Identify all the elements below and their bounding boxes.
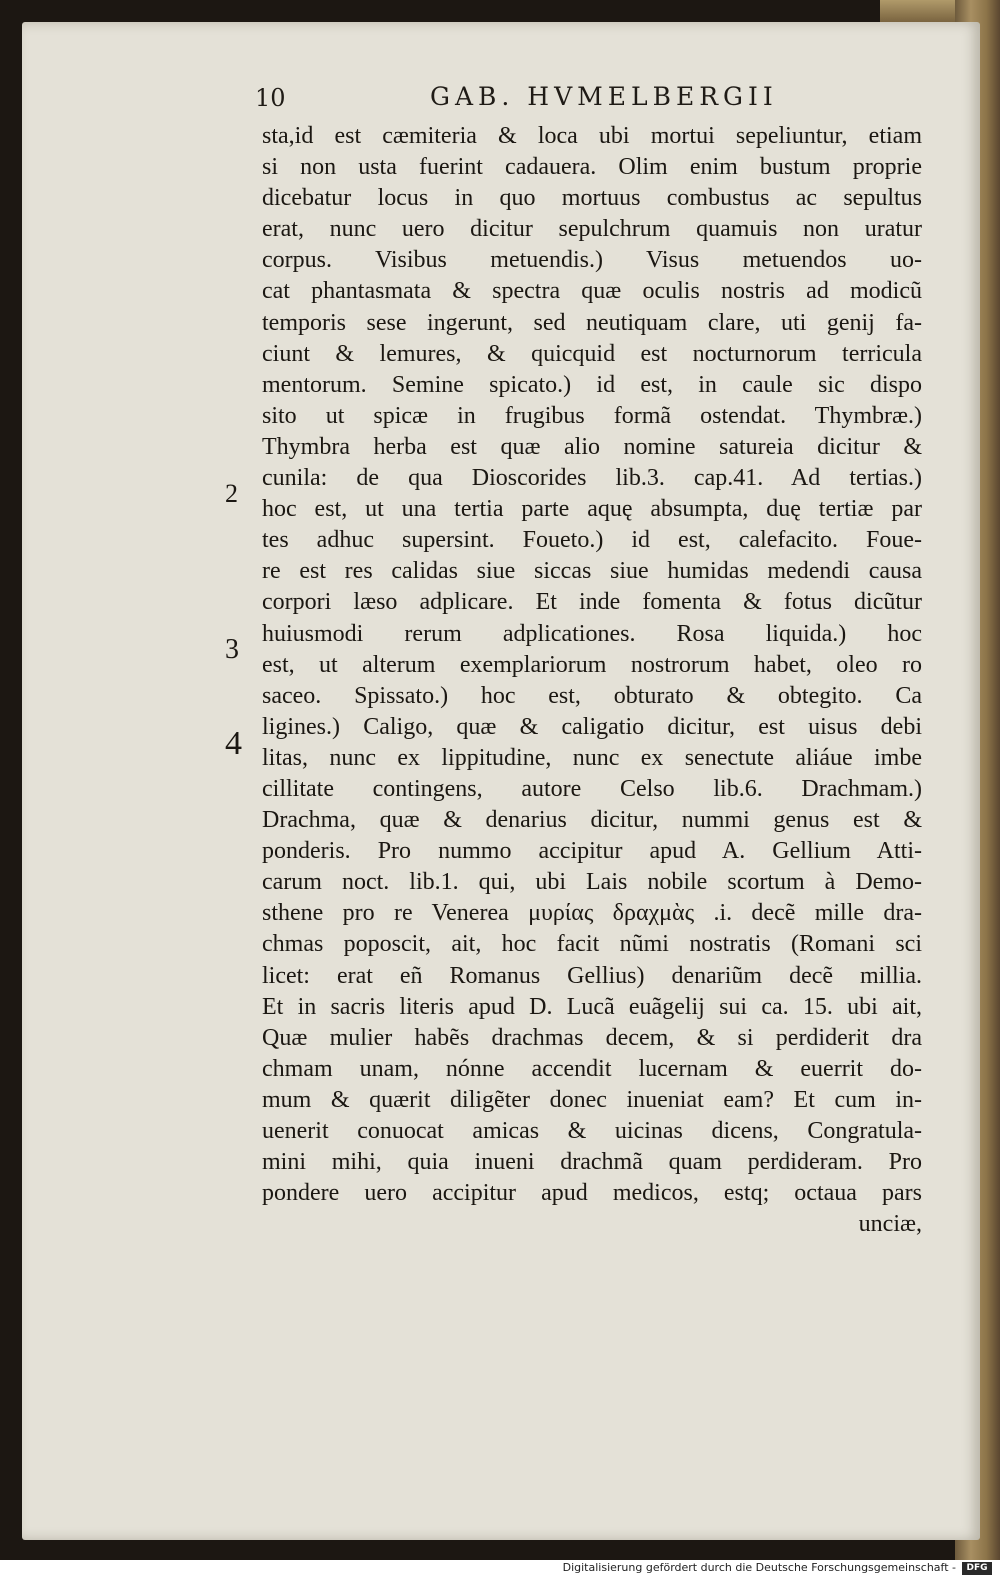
text-line: sito ut spicæ in frugibus formã ostendat. Thymbræ.) (262, 402, 922, 429)
text-line: licet: erat eñ Romanus Gellius) denariũm decẽ millia. (262, 962, 922, 989)
text-line: sta,id est cæmiteria & loca ubi mortui sepeliuntur, etiam (262, 123, 922, 149)
text-line: si non usta fuerint cadauera. Olim enim bustum proprie (262, 154, 922, 181)
text-line: chmas poposcit, ait, hoc facit nũmi nostratis (Romani sci (262, 931, 922, 958)
funding-credit: Digitalisierung gefördert durch die Deutsche Forschungsgemeinschaft - (562, 1561, 956, 1574)
body-text (262, 121, 922, 1240)
text-line: mum & quærit diligẽter donec inueniat eam? Et cum in- (262, 1086, 922, 1113)
text-line: corpori læso adplicare. Et inde fomenta & fotus dicũtur (262, 589, 922, 616)
text-line: Drachma, quæ & denarius dicitur, nummi genus est & (262, 807, 922, 834)
text-line: uenerit conuocat amicas & uicinas dicens, Congratula- (262, 1118, 922, 1144)
catchword: unciæ, (858, 1211, 922, 1238)
text-line: mentorum. Semine spicato.) id est, in caule sic dispo (262, 371, 922, 398)
running-title: GAB. HVMELBERGII (430, 82, 778, 111)
text-line: tes adhuc supersint. Foueto.) id est, calefacito. Foue- (262, 527, 922, 554)
text-line: cat phantasmata & spectra quæ oculis nostris ad modicũ (262, 278, 922, 305)
footer-bar (0, 1560, 1000, 1577)
text-line: ponderis. Pro nummo accipitur apud A. Gellium Atti- (262, 838, 922, 865)
text-line: pondere uero accipitur apud medicos, estq; octaua pars (262, 1180, 922, 1207)
margin-note-2: 2 (225, 479, 238, 508)
text-line: hoc est, ut una tertia parte aquę absumpta, duę tertiæ par (262, 496, 922, 523)
dfg-logo: DFG (962, 1562, 992, 1575)
text-line: huiusmodi rerum adplicationes. Rosa liquida.) hoc (262, 620, 922, 647)
margin-note-3: 3 (225, 634, 239, 665)
text-line: corpus. Visibus metuendis.) Visus metuendos uo- (262, 247, 922, 274)
text-line: dicebatur locus in quo mortuus combustus ac sepultus (262, 185, 922, 212)
text-line: Quæ mulier habẽs drachmas decem, & si perdiderit dra (262, 1024, 922, 1051)
text-line: Thymbra herba est quæ alio nomine satureia dicitur & (262, 433, 922, 460)
page-number: 10 (255, 84, 286, 112)
text-line: sthene pro re Venerea μυρίας δραχμὰς .i. decẽ mille dra- (262, 900, 922, 927)
text-line: Et in sacris literis apud D. Lucã euãgelij sui ca. 15. ubi ait, (262, 993, 922, 1020)
text-line: carum noct. lib.1. qui, ubi Lais nobile scortum à Demo- (262, 869, 922, 896)
text-line: erat, nunc uero dicitur sepulchrum quamuis non uratur (262, 216, 922, 243)
text-line: est, ut alterum exemplariorum nostrorum habet, oleo ro (262, 651, 922, 678)
text-line: mini mihi, quia inueni drachmã quam perdideram. Pro (262, 1149, 922, 1176)
text-line: chmam unam, nónne accendit lucernam & euerrit do- (262, 1055, 922, 1082)
text-line: temporis sese ingerunt, sed neutiquam clare, uti genij fa- (262, 309, 922, 336)
text-line: ligines.) Caligo, quæ & caligatio dicitur, est uisus debi (262, 713, 922, 740)
text-line: cunila: de qua Dioscorides lib.3. cap.41. Ad tertias.) (262, 465, 922, 492)
text-line: re est res calidas siue siccas siue humidas medendi causa (262, 558, 922, 585)
text-line: ciunt & lemures, & quicquid est nocturnorum terricula (262, 340, 922, 367)
margin-note-4: 4 (225, 725, 242, 762)
text-line: saceo. Spissato.) hoc est, obturato & obtegito. Ca (262, 682, 922, 709)
text-line: cillitate contingens, autore Celso lib.6. Drachmam.) (262, 775, 922, 802)
text-line: litas, nunc ex lippitudine, nunc ex senectute aliáue imbe (262, 744, 922, 771)
